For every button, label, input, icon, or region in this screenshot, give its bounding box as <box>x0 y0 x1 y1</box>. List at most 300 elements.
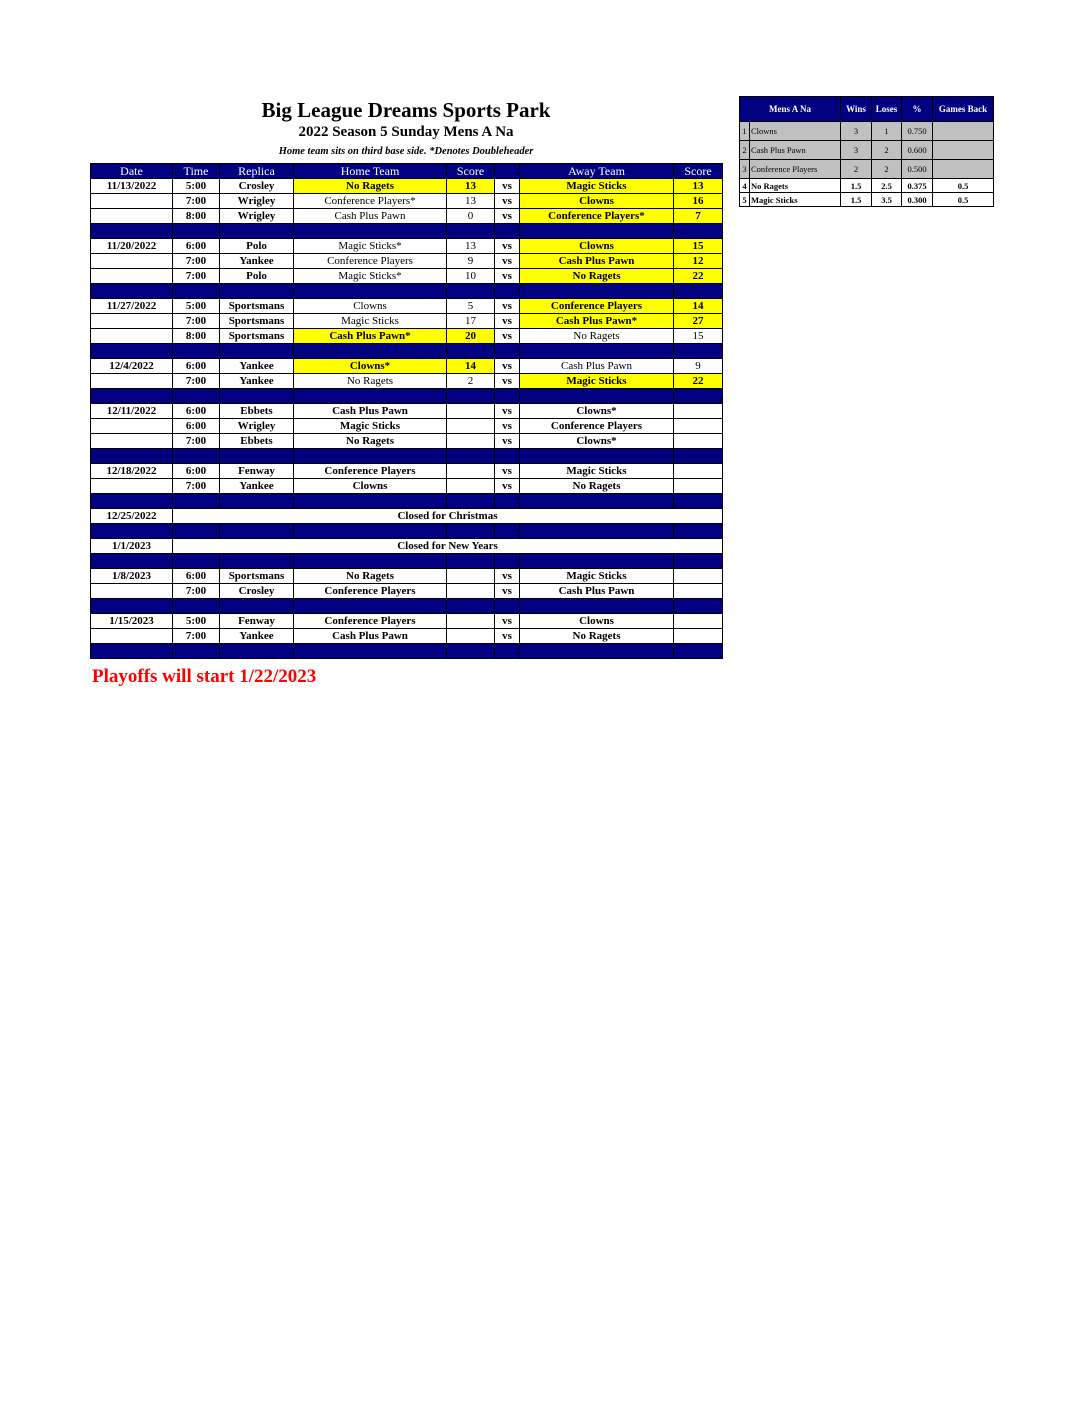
home-score <box>447 404 495 419</box>
game-date <box>91 194 173 209</box>
separator-cell <box>674 644 723 659</box>
standings-body <box>740 122 994 207</box>
home-score: 13 <box>447 239 495 254</box>
home-score <box>447 464 495 479</box>
standings-team: No Ragets <box>750 179 841 193</box>
col-header-home-team: Home Team <box>294 164 447 179</box>
away-team: Clowns* <box>520 434 674 449</box>
week-separator <box>91 554 723 569</box>
home-team: No Ragets <box>294 374 447 389</box>
standings-games-back <box>933 122 994 141</box>
home-score <box>447 569 495 584</box>
game-replica: Polo <box>220 269 294 284</box>
separator-cell <box>520 524 674 539</box>
week-separator <box>91 449 723 464</box>
standings-games-back: 0.5 <box>933 179 994 193</box>
home-score: 0 <box>447 209 495 224</box>
separator-cell <box>495 224 520 239</box>
separator-cell <box>495 599 520 614</box>
separator-cell <box>173 344 220 359</box>
separator-cell <box>294 344 447 359</box>
away-score: 22 <box>674 269 723 284</box>
col-header-time: Time <box>173 164 220 179</box>
game-replica: Sportsmans <box>220 569 294 584</box>
separator-cell <box>173 284 220 299</box>
separator-cell <box>173 524 220 539</box>
away-score <box>674 464 723 479</box>
game-time: 7:00 <box>173 254 220 269</box>
separator-cell <box>495 494 520 509</box>
away-team: Conference Players <box>520 419 674 434</box>
game-date <box>91 629 173 644</box>
game-row <box>91 434 723 449</box>
separator-cell <box>91 524 173 539</box>
separator-cell <box>520 224 674 239</box>
standings-loses: 2.5 <box>872 179 902 193</box>
standings-rank: 1 <box>740 122 750 141</box>
home-score: 14 <box>447 359 495 374</box>
game-row <box>91 254 723 269</box>
standings-wins: 1.5 <box>841 179 872 193</box>
separator-cell <box>91 599 173 614</box>
separator-cell <box>294 494 447 509</box>
game-date: 12/4/2022 <box>91 359 173 374</box>
separator-cell <box>91 494 173 509</box>
separator-cell <box>447 389 495 404</box>
vs-label: vs <box>495 629 520 644</box>
standings-games-back <box>933 141 994 160</box>
home-score <box>447 614 495 629</box>
standings-pct: 0.375 <box>902 179 933 193</box>
separator-cell <box>294 599 447 614</box>
standings-team: Cash Plus Pawn <box>750 141 841 160</box>
away-score <box>674 434 723 449</box>
home-team: No Ragets <box>294 179 447 194</box>
standings-games-back: 0.5 <box>933 193 994 207</box>
game-date: 11/20/2022 <box>91 239 173 254</box>
separator-cell <box>220 599 294 614</box>
separator-cell <box>294 224 447 239</box>
col-header-away-score: Score <box>674 164 723 179</box>
away-score: 16 <box>674 194 723 209</box>
away-team: No Ragets <box>520 329 674 344</box>
home-team: Conference Players <box>294 464 447 479</box>
standings-loses: 2 <box>872 141 902 160</box>
separator-cell <box>91 554 173 569</box>
away-team: Clowns <box>520 614 674 629</box>
separator-cell <box>173 599 220 614</box>
standings-pct: 0.750 <box>902 122 933 141</box>
game-time: 6:00 <box>173 239 220 254</box>
away-score: 27 <box>674 314 723 329</box>
away-team: Clowns* <box>520 404 674 419</box>
game-time: 5:00 <box>173 299 220 314</box>
col-header-vs <box>495 164 520 179</box>
home-score: 9 <box>447 254 495 269</box>
game-replica: Yankee <box>220 359 294 374</box>
game-time: 6:00 <box>173 419 220 434</box>
home-score <box>447 434 495 449</box>
separator-cell <box>495 449 520 464</box>
week-separator <box>91 284 723 299</box>
standings-loses: 1 <box>872 122 902 141</box>
separator-cell <box>91 449 173 464</box>
vs-label: vs <box>495 254 520 269</box>
home-score <box>447 629 495 644</box>
separator-cell <box>173 449 220 464</box>
vs-label: vs <box>495 419 520 434</box>
week-separator <box>91 344 723 359</box>
away-score: 12 <box>674 254 723 269</box>
game-row <box>91 269 723 284</box>
game-date <box>91 254 173 269</box>
game-date: 1/8/2023 <box>91 569 173 584</box>
home-team: Magic Sticks* <box>294 239 447 254</box>
standings-header-row <box>740 97 994 122</box>
standings-header-loses: Loses <box>872 97 902 122</box>
game-date <box>91 479 173 494</box>
schedule-body <box>91 179 723 659</box>
away-team: Conference Players* <box>520 209 674 224</box>
game-replica: Sportsmans <box>220 299 294 314</box>
away-team: Cash Plus Pawn <box>520 584 674 599</box>
away-score: 7 <box>674 209 723 224</box>
vs-label: vs <box>495 359 520 374</box>
vs-label: vs <box>495 374 520 389</box>
game-row <box>91 584 723 599</box>
away-team: Cash Plus Pawn <box>520 359 674 374</box>
game-time: 7:00 <box>173 584 220 599</box>
vs-label: vs <box>495 314 520 329</box>
standings-pct: 0.500 <box>902 160 933 179</box>
away-team: Cash Plus Pawn <box>520 254 674 269</box>
game-time: 5:00 <box>173 614 220 629</box>
standings-wins: 1.5 <box>841 193 872 207</box>
separator-cell <box>91 344 173 359</box>
game-replica: Yankee <box>220 479 294 494</box>
home-score: 17 <box>447 314 495 329</box>
game-time: 8:00 <box>173 329 220 344</box>
game-date <box>91 269 173 284</box>
away-score: 13 <box>674 179 723 194</box>
game-row <box>91 194 723 209</box>
separator-cell <box>495 524 520 539</box>
standings-team: Magic Sticks <box>750 193 841 207</box>
separator-cell <box>220 284 294 299</box>
away-team: Cash Plus Pawn* <box>520 314 674 329</box>
standings-row <box>740 160 994 179</box>
home-team: Cash Plus Pawn <box>294 209 447 224</box>
away-score <box>674 584 723 599</box>
game-replica: Sportsmans <box>220 314 294 329</box>
closed-text: Closed for Christmas <box>173 509 723 524</box>
standings-wins: 3 <box>841 141 872 160</box>
standings-wins: 2 <box>841 160 872 179</box>
vs-label: vs <box>495 269 520 284</box>
game-replica: Sportsmans <box>220 329 294 344</box>
separator-cell <box>294 389 447 404</box>
vs-label: vs <box>495 299 520 314</box>
page-title: Big League Dreams Sports Park <box>261 98 551 122</box>
separator-cell <box>447 449 495 464</box>
game-row <box>91 314 723 329</box>
game-row <box>91 464 723 479</box>
away-score: 22 <box>674 374 723 389</box>
home-score <box>447 584 495 599</box>
game-time: 6:00 <box>173 464 220 479</box>
game-time: 7:00 <box>173 314 220 329</box>
home-team: Magic Sticks <box>294 314 447 329</box>
home-team: Conference Players* <box>294 194 447 209</box>
game-replica: Fenway <box>220 464 294 479</box>
game-replica: Wrigley <box>220 194 294 209</box>
standings-rank: 2 <box>740 141 750 160</box>
game-row <box>91 359 723 374</box>
closed-date: 12/25/2022 <box>91 509 173 524</box>
separator-cell <box>520 599 674 614</box>
standings-wins: 3 <box>841 122 872 141</box>
game-replica: Ebbets <box>220 434 294 449</box>
standings-row <box>740 141 994 160</box>
game-row <box>91 569 723 584</box>
away-score: 14 <box>674 299 723 314</box>
home-team: Clowns* <box>294 359 447 374</box>
vs-label: vs <box>495 569 520 584</box>
home-team: Conference Players <box>294 254 447 269</box>
week-separator <box>91 389 723 404</box>
separator-cell <box>674 284 723 299</box>
separator-cell <box>674 524 723 539</box>
separator-cell <box>220 344 294 359</box>
separator-cell <box>674 494 723 509</box>
home-score: 13 <box>447 179 495 194</box>
separator-cell <box>520 389 674 404</box>
col-header-replica: Replica <box>220 164 294 179</box>
away-team: No Ragets <box>520 629 674 644</box>
away-score <box>674 629 723 644</box>
game-date: 11/13/2022 <box>91 179 173 194</box>
game-replica: Yankee <box>220 629 294 644</box>
separator-cell <box>674 449 723 464</box>
col-header-away-team: Away Team <box>520 164 674 179</box>
week-separator <box>91 224 723 239</box>
home-team: Cash Plus Pawn* <box>294 329 447 344</box>
separator-cell <box>674 599 723 614</box>
game-date <box>91 329 173 344</box>
home-team: No Ragets <box>294 569 447 584</box>
away-score <box>674 419 723 434</box>
separator-cell <box>495 389 520 404</box>
col-header-home-score: Score <box>447 164 495 179</box>
separator-cell <box>495 344 520 359</box>
game-replica: Crosley <box>220 584 294 599</box>
away-team: Magic Sticks <box>520 374 674 389</box>
separator-cell <box>294 644 447 659</box>
game-time: 7:00 <box>173 629 220 644</box>
home-score: 13 <box>447 194 495 209</box>
game-date <box>91 374 173 389</box>
home-score: 2 <box>447 374 495 389</box>
separator-cell <box>520 449 674 464</box>
separator-cell <box>220 524 294 539</box>
vs-label: vs <box>495 434 520 449</box>
separator-cell <box>520 284 674 299</box>
game-replica: Polo <box>220 239 294 254</box>
separator-cell <box>220 224 294 239</box>
separator-cell <box>447 644 495 659</box>
game-time: 7:00 <box>173 434 220 449</box>
home-team: Cash Plus Pawn <box>294 404 447 419</box>
game-time: 7:00 <box>173 269 220 284</box>
separator-cell <box>495 644 520 659</box>
vs-label: vs <box>495 464 520 479</box>
week-separator <box>91 599 723 614</box>
away-score: 15 <box>674 329 723 344</box>
game-replica: Yankee <box>220 254 294 269</box>
game-date: 1/15/2023 <box>91 614 173 629</box>
vs-label: vs <box>495 614 520 629</box>
separator-cell <box>447 599 495 614</box>
home-team: Conference Players <box>294 614 447 629</box>
separator-cell <box>520 344 674 359</box>
away-team: Clowns <box>520 239 674 254</box>
separator-cell <box>220 494 294 509</box>
away-score <box>674 479 723 494</box>
standings-rank: 4 <box>740 179 750 193</box>
standings-rank: 3 <box>740 160 750 179</box>
vs-label: vs <box>495 404 520 419</box>
home-team: Cash Plus Pawn <box>294 629 447 644</box>
separator-cell <box>520 644 674 659</box>
separator-cell <box>173 224 220 239</box>
game-row <box>91 209 723 224</box>
separator-cell <box>674 344 723 359</box>
separator-cell <box>220 644 294 659</box>
separator-cell <box>447 344 495 359</box>
separator-cell <box>495 554 520 569</box>
home-score <box>447 479 495 494</box>
game-row <box>91 479 723 494</box>
standings-pct: 0.600 <box>902 141 933 160</box>
schedule-table <box>90 163 723 659</box>
week-separator <box>91 644 723 659</box>
home-score: 20 <box>447 329 495 344</box>
separator-cell <box>173 644 220 659</box>
standings-header-games-back: Games Back <box>933 97 994 122</box>
standings-rank: 5 <box>740 193 750 207</box>
game-time: 5:00 <box>173 179 220 194</box>
game-replica: Fenway <box>220 614 294 629</box>
home-score: 5 <box>447 299 495 314</box>
separator-cell <box>495 284 520 299</box>
game-time: 7:00 <box>173 374 220 389</box>
separator-cell <box>91 389 173 404</box>
separator-cell <box>520 554 674 569</box>
game-row <box>91 239 723 254</box>
game-date: 11/27/2022 <box>91 299 173 314</box>
away-team: Clowns <box>520 194 674 209</box>
vs-label: vs <box>495 209 520 224</box>
home-team: Magic Sticks <box>294 419 447 434</box>
vs-label: vs <box>495 194 520 209</box>
separator-cell <box>220 554 294 569</box>
away-score: 9 <box>674 359 723 374</box>
separator-cell <box>520 494 674 509</box>
away-score: 15 <box>674 239 723 254</box>
game-time: 7:00 <box>173 479 220 494</box>
away-score <box>674 404 723 419</box>
game-row <box>91 419 723 434</box>
separator-cell <box>447 494 495 509</box>
standings-header-pct: % <box>902 97 933 122</box>
separator-cell <box>447 554 495 569</box>
away-team: Magic Sticks <box>520 569 674 584</box>
standings-row <box>740 122 994 141</box>
game-row <box>91 179 723 194</box>
standings-games-back <box>933 160 994 179</box>
vs-label: vs <box>495 179 520 194</box>
separator-cell <box>220 389 294 404</box>
home-team: No Ragets <box>294 434 447 449</box>
schedule-note: Home team sits on third base side. *Denotes Doubleheader <box>278 146 534 157</box>
closed-date: 1/1/2023 <box>91 539 173 554</box>
away-team: Magic Sticks <box>520 464 674 479</box>
standings-table <box>739 96 994 207</box>
closed-row <box>91 509 723 524</box>
away-team: No Ragets <box>520 479 674 494</box>
game-replica: Ebbets <box>220 404 294 419</box>
home-team: Conference Players <box>294 584 447 599</box>
separator-cell <box>674 554 723 569</box>
game-row <box>91 404 723 419</box>
game-date <box>91 209 173 224</box>
separator-cell <box>294 284 447 299</box>
separator-cell <box>91 284 173 299</box>
separator-cell <box>91 644 173 659</box>
game-replica: Crosley <box>220 179 294 194</box>
separator-cell <box>294 449 447 464</box>
vs-label: vs <box>495 329 520 344</box>
game-date: 12/11/2022 <box>91 404 173 419</box>
game-replica: Yankee <box>220 374 294 389</box>
closed-row <box>91 539 723 554</box>
schedule-header-row <box>91 164 723 179</box>
standings-header-wins: Wins <box>841 97 872 122</box>
home-team: Magic Sticks* <box>294 269 447 284</box>
game-row <box>91 614 723 629</box>
separator-cell <box>674 224 723 239</box>
game-time: 6:00 <box>173 569 220 584</box>
col-header-date: Date <box>91 164 173 179</box>
separator-cell <box>220 449 294 464</box>
separator-cell <box>447 524 495 539</box>
standings-loses: 3.5 <box>872 193 902 207</box>
game-time: 7:00 <box>173 194 220 209</box>
game-time: 6:00 <box>173 359 220 374</box>
game-row <box>91 299 723 314</box>
game-row <box>91 374 723 389</box>
separator-cell <box>173 389 220 404</box>
away-score <box>674 569 723 584</box>
separator-cell <box>91 224 173 239</box>
standings-row <box>740 193 994 207</box>
separator-cell <box>294 554 447 569</box>
separator-cell <box>447 224 495 239</box>
closed-text: Closed for New Years <box>173 539 723 554</box>
game-row <box>91 629 723 644</box>
home-score <box>447 419 495 434</box>
away-team: No Ragets <box>520 269 674 284</box>
